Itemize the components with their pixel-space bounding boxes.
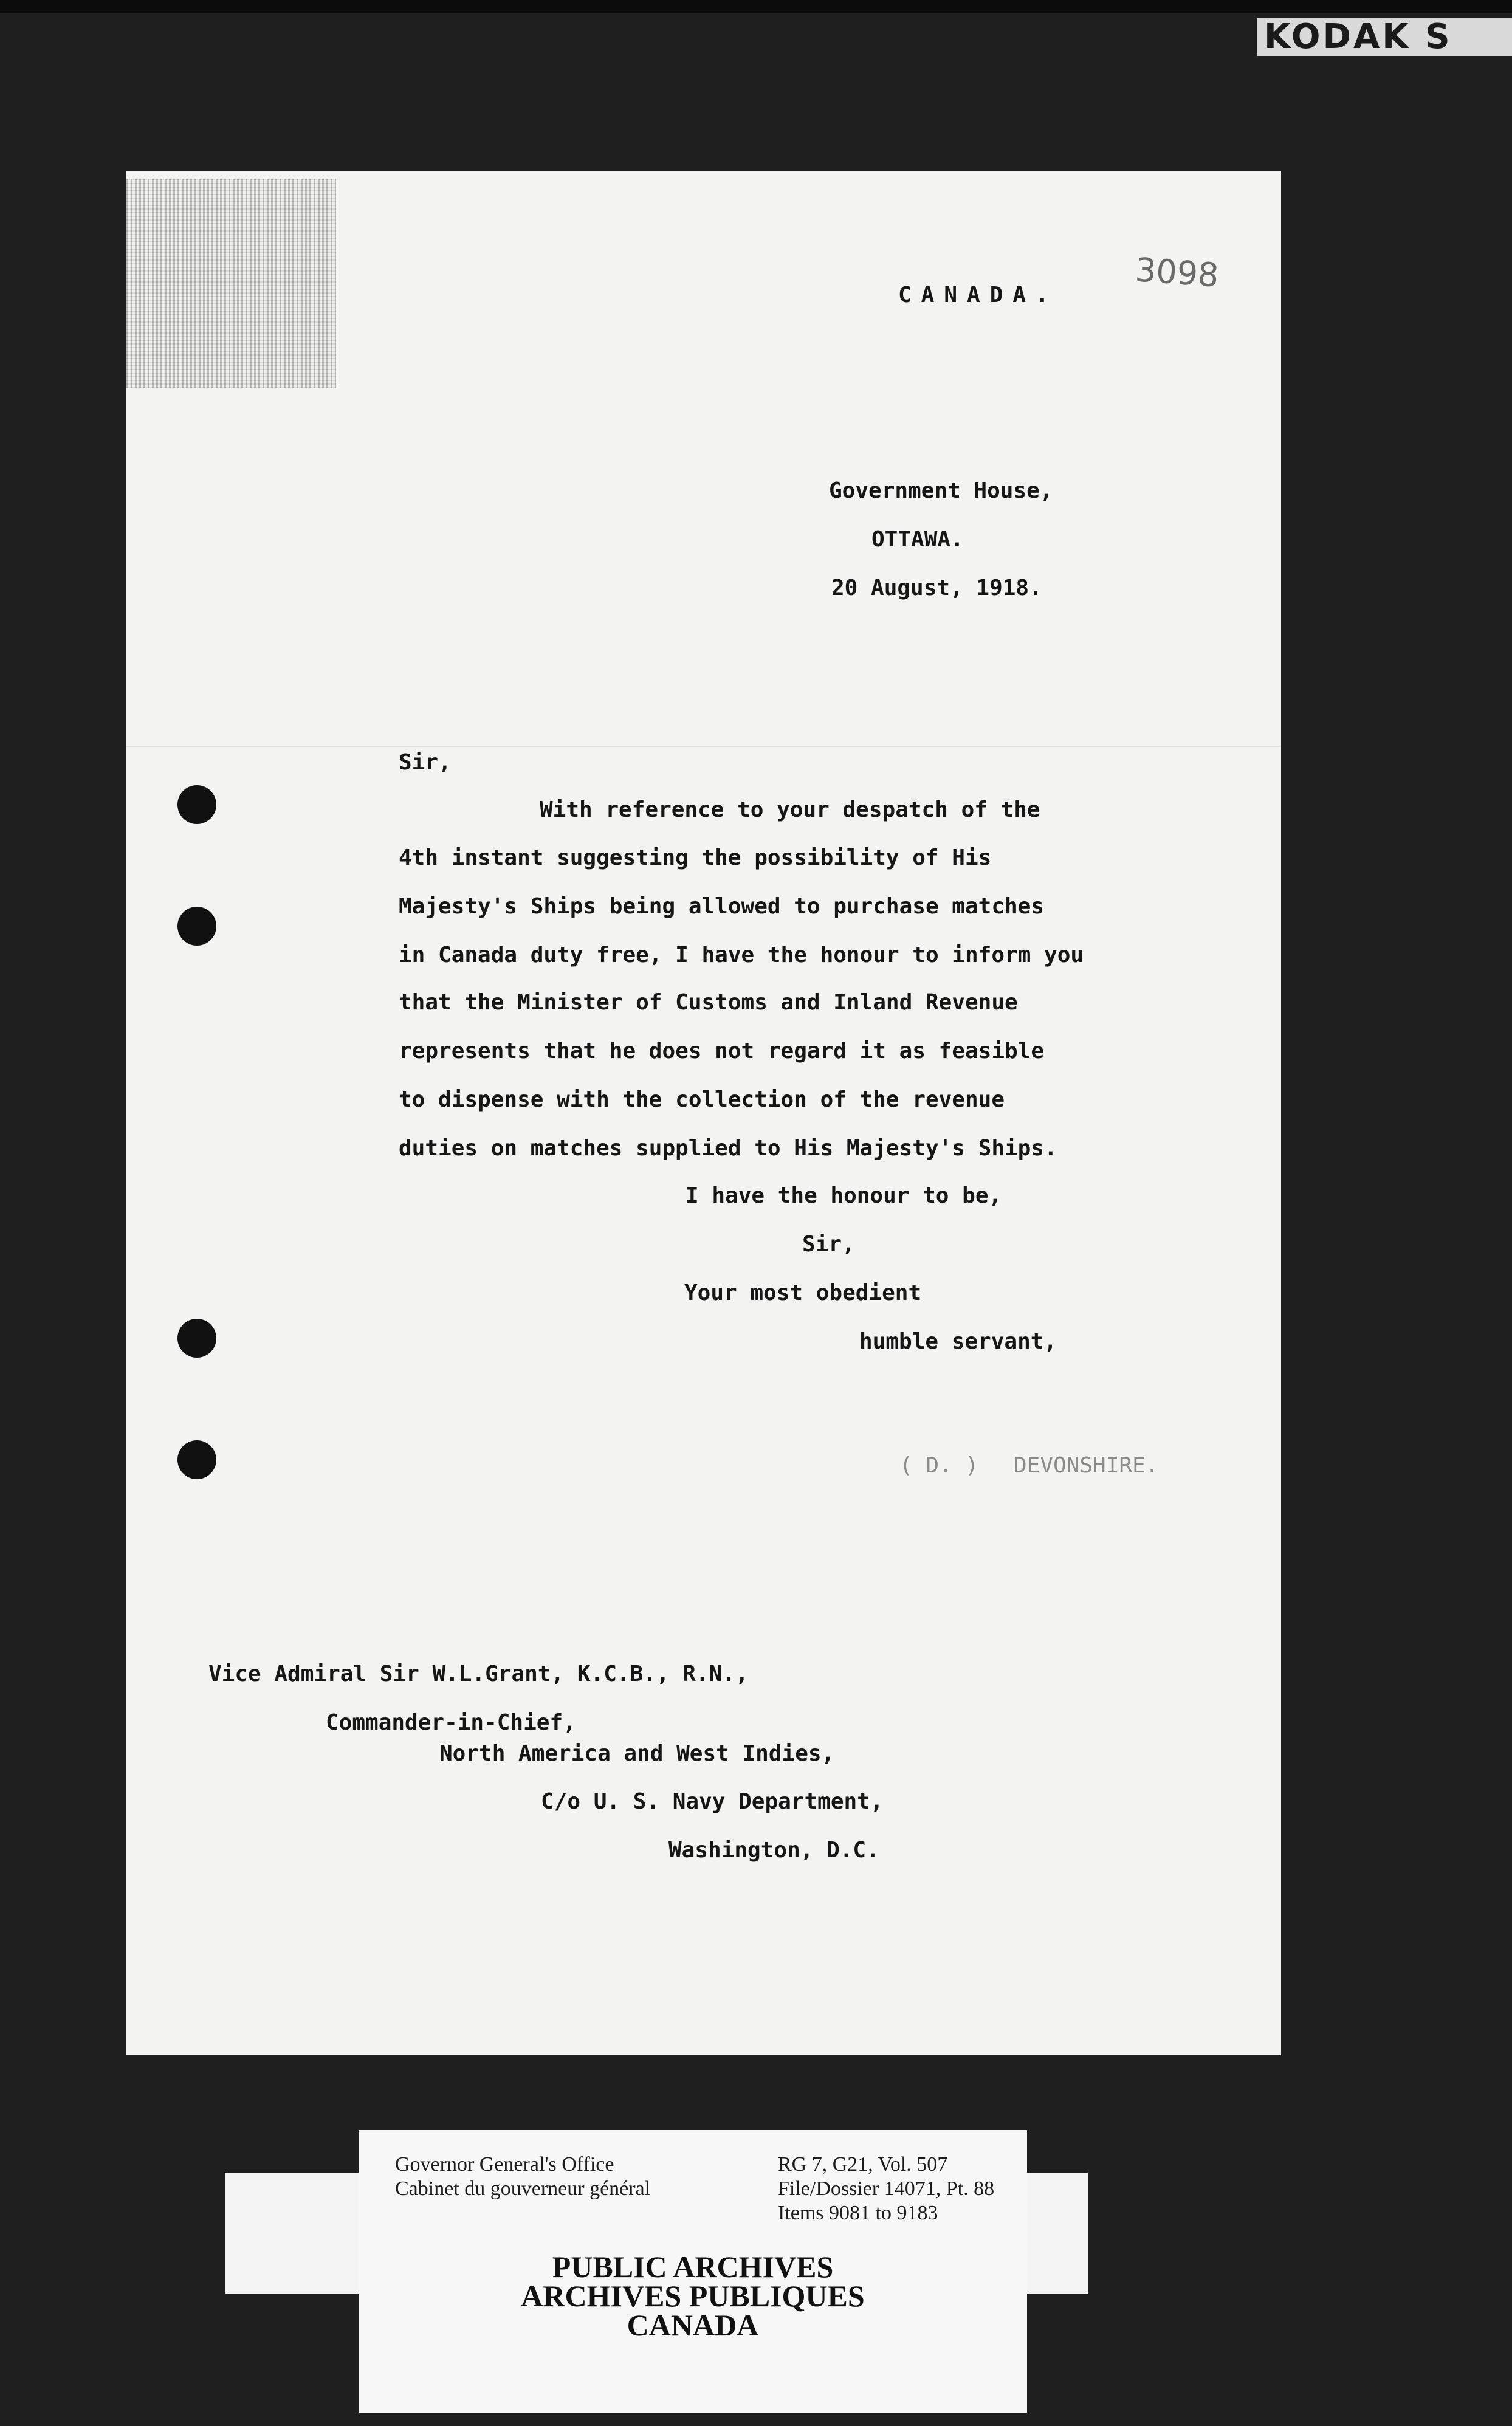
body-line: in Canada duty free, I have the honour to inform you (399, 943, 1084, 967)
salutation: Sir, (399, 750, 452, 775)
body-line: Majesty's Ships being allowed to purchase matches (399, 894, 1045, 919)
fold-line (126, 746, 1281, 747)
archive-title-en: PUBLIC ARCHIVES (552, 2250, 834, 2284)
body-line: represents that he does not regard it as feasible (399, 1039, 1045, 1064)
film-edge (0, 0, 1512, 13)
body-line: that the Minister of Customs and Inland Revenue (399, 990, 1018, 1015)
archive-reference: RG 7, G21, Vol. 507 (778, 2153, 948, 2176)
file-stamp-number: 3098 (1133, 250, 1220, 295)
punch-hole (177, 907, 216, 946)
archive-label (359, 2130, 1027, 2413)
archive-items: Items 9081 to 9183 (778, 2202, 938, 2224)
paper-texture-corner (126, 179, 336, 388)
address-line-1: Government House, (829, 478, 1053, 503)
recipient-line: Commander-in-Chief, (326, 1710, 576, 1735)
signature-name: DEVONSHIRE. (1014, 1453, 1159, 1478)
punch-hole (177, 1319, 216, 1358)
closing-line: humble servant, (859, 1329, 1057, 1354)
film-brand-mark: KODAK S (1257, 18, 1512, 56)
office-name-fr: Cabinet du gouverneur général (395, 2177, 651, 2200)
archive-title-fr: ARCHIVES PUBLIQUES (521, 2279, 865, 2313)
body-line: to dispense with the collection of the revenue (399, 1087, 1005, 1112)
signature-initial: ( D. ) (899, 1453, 979, 1478)
closing-line: Your most obedient (684, 1280, 922, 1305)
letter-date: 20 August, 1918. (831, 576, 1042, 600)
address-city: OTTAWA. (871, 527, 964, 552)
body-line: duties on matches supplied to His Majesty's Ships. (399, 1136, 1057, 1161)
body-line: 4th instant suggesting the possibility of His (399, 845, 992, 870)
letter-sheet (126, 171, 1281, 2055)
office-name-en: Governor General's Office (395, 2153, 614, 2176)
country-header: CANADA. (898, 283, 1059, 308)
closing-line: I have the honour to be, (686, 1183, 1002, 1208)
punch-hole (177, 785, 216, 824)
recipient-line: North America and West Indies, (439, 1741, 835, 1766)
recipient-line: Washington, D.C. (668, 1838, 879, 1863)
closing-line: Sir, (802, 1232, 855, 1257)
recipient-line: C/o U. S. Navy Department, (541, 1789, 884, 1814)
archive-file: File/Dossier 14071, Pt. 88 (778, 2177, 995, 2200)
body-line: With reference to your despatch of the (540, 797, 1040, 822)
recipient-line: Vice Admiral Sir W.L.Grant, K.C.B., R.N., (208, 1661, 749, 1686)
punch-hole (177, 1440, 216, 1479)
archive-country: CANADA (627, 2308, 759, 2342)
